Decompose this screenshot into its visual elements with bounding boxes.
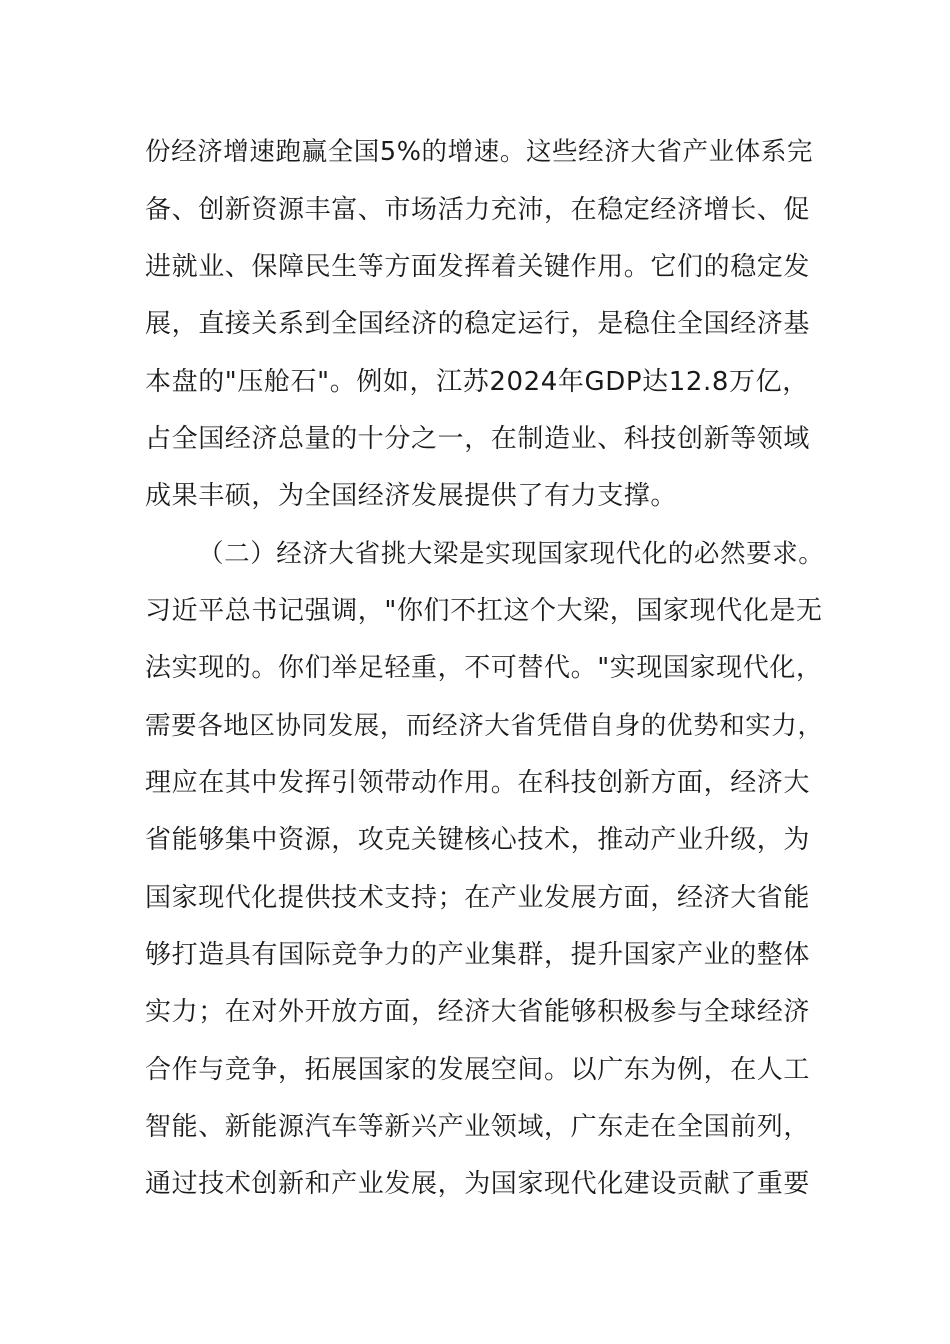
text-line: 理应在其中发挥引领带动作用。在科技创新方面，经济大 [145,768,811,798]
text-line: 成果丰硕，为全国经济发展提供了有力支撑。 [145,481,678,511]
text-line: 份经济增速跑赢全国5%的增速。这些经济大省产业体系完 [145,137,814,167]
text-line: 通过技术创新和产业发展，为国家现代化建设贡献了重要 [145,1169,811,1199]
text-line: 进就业、保障民生等方面发挥着关键作用。它们的稳定发 [145,252,811,282]
text-line: 占全国经济总量的十分之一，在制造业、科技创新等领域 [145,424,811,454]
text-line: 展，直接关系到全国经济的稳定运行，是稳住全国经济基 [145,309,811,339]
text-line: 需要各地区协同发展，而经济大省凭借自身的优势和实力， [145,711,824,741]
text-line: 备、创新资源丰富、市场活力充沛，在稳定经济增长、促 [145,195,811,225]
text-line: 合作与竞争，拓展国家的发展空间。以广东为例，在人工 [145,1055,811,1085]
text-line: 实力；在对外开放方面，经济大省能够积极参与全球经济 [145,997,811,1027]
text-line: 省能够集中资源，攻克关键核心技术，推动产业升级，为 [145,825,811,855]
text-line: 习近平总书记强调，"你们不扛这个大梁，国家现代化是无 [145,596,823,626]
section-heading: （二）经济大省挑大梁是实现国家现代化的必然要求。 [198,539,825,569]
text-line: 够打造具有国际竞争力的产业集群，提升国家产业的整体 [145,940,811,970]
text-line: 法实现的。你们举足轻重，不可替代。"实现国家现代化， [145,653,823,683]
text-line: 本盘的"压舱石"。例如，江苏2024年GDP达12.8万亿， [145,367,809,397]
text-line: 智能、新能源汽车等新兴产业领域，广东走在全国前列， [145,1112,811,1142]
text-line: 国家现代化提供技术支持；在产业发展方面，经济大省能 [145,883,811,913]
